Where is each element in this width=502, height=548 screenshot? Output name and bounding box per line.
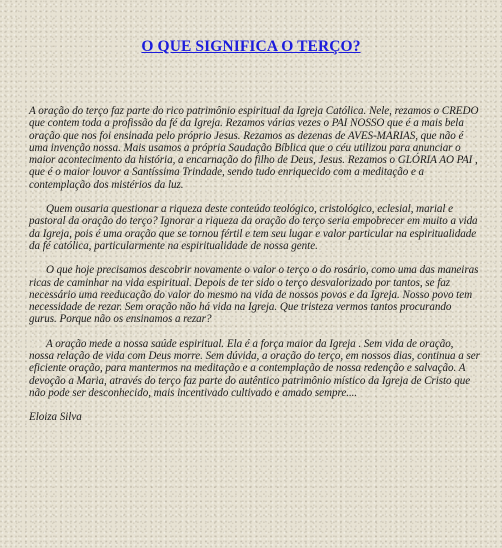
paragraph-3: O que hoje precisamos descobrir novamente o valor o terço o do rosário, como uma das maneiras ricas de caminhar na vida espiritual. Depois de ter sido o terço desvalorizado por tantos, se faz necessário uma reeducação do valor do mesmo na vida de nossos povos e da Igreja. Nosso povo tem necessidade de rezar. Sem oração não há vida na Igreja. Que tristeza vermos tantos procurando gurus. Porque não os ensinamos a rezar? [29,264,479,326]
page-title-link[interactable]: O QUE SIGNIFICA O TERÇO? [141,38,361,55]
article-body [29,105,481,436]
paragraph-2: Quem ousaria questionar a riqueza deste conteúdo teológico, cristológico, eclesial, marial e pastoral da oração do terço? Ignorar a riqueza da oração do terço seria empobrecer em muito a vida da Igreja, pois é uma oração que se tornou fértil e tem seu lugar e valor particular na espiritualidade da fé católica, particularmente na espiritualidade de nossa gente. [29,203,478,252]
paragraph-4: A oração mede a nossa saúde espiritual. Ela é a força maior da Igreja . Sem vida de oração, nossa relação de vida com Deus morre. Sem dúvida, a oração do terço, em nossos dias, continua a ser eficiente oração, para mantermos na meditação e a contemplação de nossa redenção e salvação. A devoção a Maria, através do terço faz parte do autêntico patrimônio místico da Igreja de Cristo que não pode ser desconhecido, mais incentivado cultivado e amado sempre.... [29,337,480,399]
author-signature: Eloiza Silva [29,411,82,424]
paragraph-1: A oração do terço faz parte do rico patrimônio espiritual da Igreja Católica. Nele, rezamos o CREDO que contem toda a profissão da fé da Igreja. Rezamos várias vezes o PAI NOSSO que é a mais bela oração que nos foi ensinada pelo próprio Jesus. Rezamos as dezenas de AVES-MARIAS, que não é uma invenção nossa. Mais usamos a própria Saudação Bíblica que o céu utilizou para anunciar o maior acontecimento da história, a encarnação do filho de Deus, Jesus. Rezamos o GLÓRIA AO PAI , que é o maior louvor a Santíssima Trindade, sendo tudo enriquecido com a meditação e a contemplação dos mistérios da luz. [29,105,479,191]
